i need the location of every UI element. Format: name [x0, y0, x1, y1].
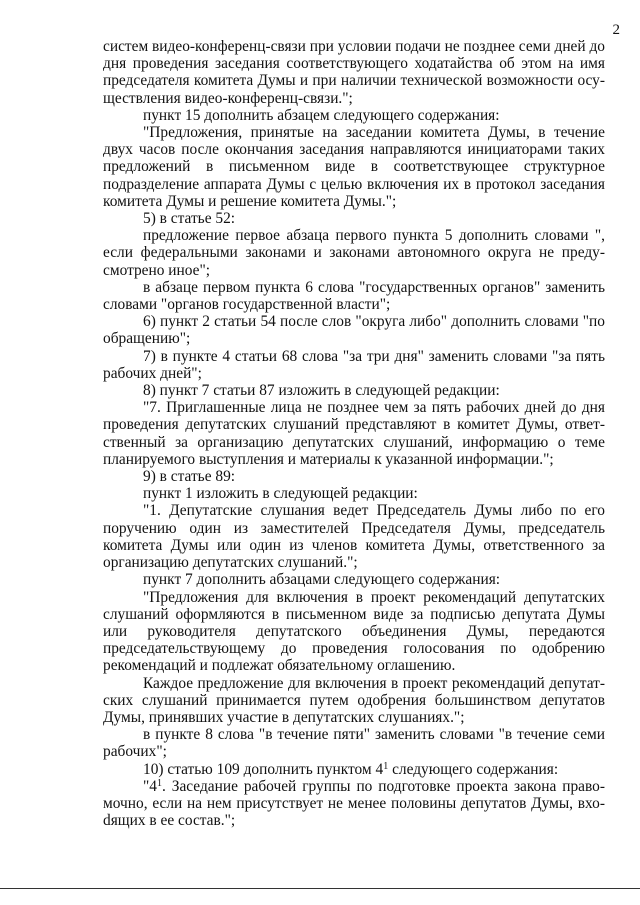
paragraph-quote: [103, 778, 605, 830]
paragraph: пункт 15 дополнить абзацем следующего содержания:: [143, 106, 500, 124]
document-body: [103, 38, 605, 829]
superscript: 1: [156, 777, 162, 789]
paragraph: Каждое предложение для включения в проект рекомендаций депутатских слушаний принимается путем одобрения большинством депутатов Думы, принявших участие в депутатских слушаниях.";: [103, 674, 605, 726]
paragraph-item: 7) в пункте 4 статьи 68 слова "за три дня" заменить словами "за пять рабочих дней";: [103, 347, 605, 382]
text-run: 10) статью 109 дополнить пунктом 4: [143, 760, 384, 778]
paragraph-quote: "Предложения для включения в проект рекомендаций депутатских слушаний оформляются в письменном виде за подписью депутата Думы или руководителя депутатского объединения Думы, передаются председательствующему до проведения голосования по одобрению рекомендаций и подлежат обязательному оглашению.: [103, 588, 605, 675]
text-run: следующего содержания:: [388, 760, 559, 778]
paragraph-quote: "Предложения, принятые на заседании комитета Думы, в течение двух часов после окончания заседания направляются инициаторами таких предложений в письменном виде в соответствующее структурное подразделение аппарата Думы с целью включения их в протокол заседания комитета Думы и решение комитета Думы.";: [103, 124, 605, 210]
paragraph-item: 9) в статье 89:: [143, 468, 236, 486]
paragraph-continuation: систем видео-конференц-связи при условии подачи не позднее семи дней до дня проведения заседания соответствующего ходатайства об этом на имя председателя комитета Думы и при наличии технической возможности осуществления видео-конференц-связи.";: [103, 38, 605, 107]
paragraph-item: 6) пункт 2 статьи 54 после слов "округа либо" дополнить словами "по обращению";: [103, 313, 605, 348]
paragraph: пункт 1 изложить в следующей редакции:: [143, 485, 418, 503]
text-run: . Заседание рабочей группы по подготовке проекта закона правомочно, если на нем присутствует не менее половины депутатов Думы, вхоdящих в ее состав.";: [103, 777, 605, 830]
paragraph: предложение первое абзаца первого пункта 5 дополнить словами ", если федеральными законами и законами автономного округа не предусмотрено иное";: [103, 227, 605, 279]
paragraph-quote: "7. Приглашенные лица не позднее чем за пять рабочих дней до дня проведения депутатских слушаний представляют в комитет Думы, ответственный за организацию депутатских слушаний, информацию о теме планируемого выступления и материалы к указанной информации.";: [103, 399, 605, 468]
paragraph: в абзаце первом пункта 6 слова "государственных органов" заменить словами "органов государственной власти";: [103, 278, 605, 314]
paragraph-item: 5) в статье 52:: [143, 210, 236, 228]
footer-divider: [0, 888, 640, 889]
paragraph-item: 8) пункт 7 статьи 87 изложить в следующей редакции:: [143, 382, 500, 400]
page-number: 2: [612, 22, 620, 38]
paragraph: в пункте 8 слова "в течение пяти" заменить словами "в течение семи рабочих";: [103, 726, 605, 761]
paragraph-quote: "1. Депутатские слушания ведет Председатель Думы либо по его поручению один из заместителей Председателя Думы, председатель комитета Думы или один из членов комитета Думы, ответственного за организацию депутатских слушаний.";: [103, 502, 605, 572]
superscript: 1: [383, 760, 389, 772]
paragraph-item: [103, 761, 605, 778]
paragraph: пункт 7 дополнить абзацами следующего содержания:: [143, 571, 501, 589]
text-run: "4: [143, 777, 157, 795]
